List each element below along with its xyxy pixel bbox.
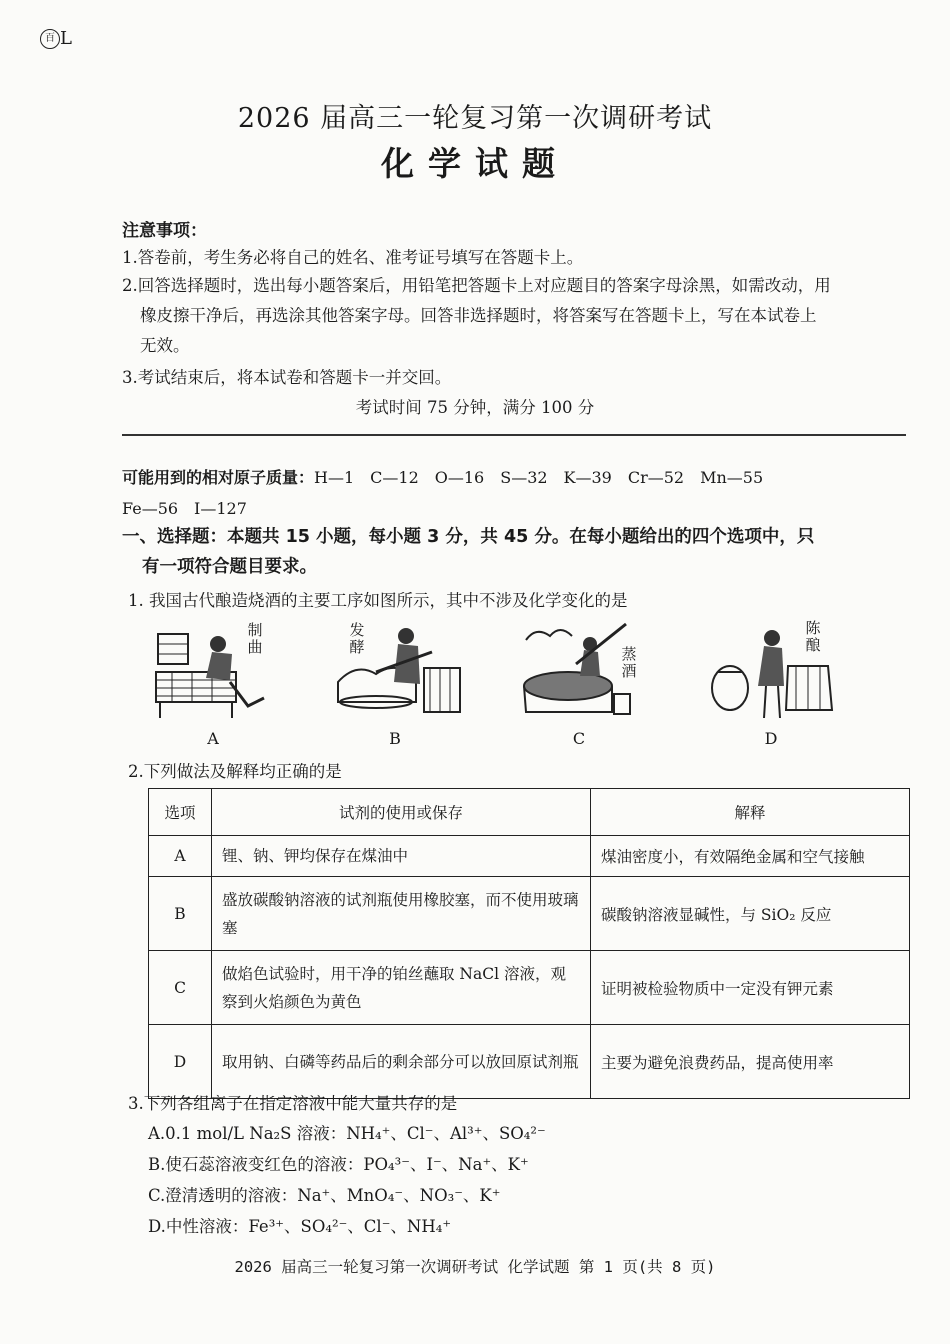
row-use: 做焰色试验时，用干净的铂丝蘸取 NaCl 溶液，观察到火焰颜色为黄色 (212, 951, 591, 1025)
logo-circle: 百 (40, 29, 60, 49)
row-use: 取用钠、白磷等药品后的剩余部分可以放回原试剂瓶 (212, 1025, 591, 1099)
header-use: 试剂的使用或保存 (212, 789, 591, 836)
row-reason: 碳酸钠溶液显碱性，与 SiO₂ 反应 (591, 877, 910, 951)
note-item-3: 3.考试结束后，将本试卷和答题卡一并交回。 (122, 368, 452, 387)
table-row (149, 836, 910, 877)
row-key: D (149, 1025, 212, 1099)
table-row (149, 1025, 910, 1099)
row-key: B (149, 877, 212, 951)
figure-c-letter: C (572, 729, 586, 748)
row-reason: 主要为避免浪费药品，提高使用率 (591, 1025, 910, 1099)
row-use: 锂、钠、钾均保存在煤油中 (212, 836, 591, 877)
row-reason: 煤油密度小，有效隔绝金属和空气接触 (591, 836, 910, 877)
row-use: 盛放碳酸钠溶液的试剂瓶使用橡胶塞，而不使用玻璃塞 (212, 877, 591, 951)
atomic-masses-label: 可能用到的相对原子质量： (122, 468, 315, 487)
table-row (149, 951, 910, 1025)
figure-d-letter: D (764, 729, 778, 748)
table-header-row (149, 789, 910, 836)
exam-time: 考试时间 75 分钟，满分 100 分 (355, 398, 595, 417)
figure-b-caption: 发酵 (349, 621, 365, 656)
section-1-heading (122, 522, 912, 582)
question-3-stem: 3.下列各组离子在指定溶液中能大量共存的是 (128, 1094, 458, 1113)
note-item-2 (122, 271, 912, 361)
figure-a-letter: A (207, 729, 219, 748)
atomic-masses (122, 462, 912, 524)
page-footer: 2026 届高三一轮复习第一次调研考试 化学试题 第 1 页(共 8 页) (234, 1258, 716, 1276)
question-1-stem: 1. 我国古代酿造烧酒的主要工序如图所示，其中不涉及化学变化的是 (128, 591, 628, 610)
atomic-masses-line-1: H—1 C—12 O—16 S—32 K—39 Cr—52 Mn—55 (314, 468, 764, 487)
section-1-line-2: 有一项符合题目要求。 (142, 557, 317, 577)
figure-c-caption: 蒸酒 (621, 645, 637, 680)
question-2-table (148, 788, 910, 1099)
atomic-masses-line-2: Fe—56 I—127 (122, 499, 247, 518)
header-reason: 解释 (591, 789, 910, 836)
section-1-line-1: 一、选择题：本题共 15 小题，每小题 3 分，共 45 分。在每小题给出的四个选项中，只 (122, 527, 815, 547)
row-reason: 证明被检验物质中一定没有钾元素 (591, 951, 910, 1025)
notes-heading: 注意事项： (122, 221, 207, 241)
question-3-option-a: A.0.1 mol/L Na₂S 溶液：NH₄⁺、Cl⁻、Al³⁺、SO₄²⁻ (148, 1124, 546, 1143)
figure-b-letter: B (389, 729, 401, 748)
subject-title: 化学试题 (381, 144, 569, 183)
figure-a-caption: 制曲 (247, 621, 263, 656)
row-key: A (149, 836, 212, 877)
table-row (149, 877, 910, 951)
header-option: 选项 (149, 789, 212, 836)
note-item-1: 1.答卷前，考生务必将自己的姓名、准考证号填写在答题卡上。 (122, 248, 584, 267)
question-3-option-d: D.中性溶液：Fe³⁺、SO₄²⁻、Cl⁻、NH₄⁺ (148, 1217, 452, 1236)
logo-letter: L (60, 28, 72, 49)
note-item-2-line-2: 橡皮擦干净后，再选涂其他答案字母。回答非选择题时，将答案写在答题卡上，写在本试卷上 (140, 306, 817, 325)
exam-title: 2026 届高三一轮复习第一次调研考试 (237, 103, 713, 134)
divider (122, 434, 906, 436)
note-item-2-line-3: 无效。 (140, 336, 190, 355)
question-3-option-b: B.使石蕊溶液变红色的溶液：PO₄³⁻、I⁻、Na⁺、K⁺ (148, 1155, 529, 1174)
note-item-2-line-1: 2.回答选择题时，选出每小题答案后，用铅笔把答题卡上对应题目的答案字母涂黑，如需改动，用 (122, 276, 831, 295)
figure-d-caption: 陈酿 (805, 619, 821, 654)
question-3-option-c: C.澄清透明的溶液：Na⁺、MnO₄⁻、NO₃⁻、K⁺ (148, 1186, 501, 1205)
corner-logo (40, 28, 72, 49)
row-key: C (149, 951, 212, 1025)
question-2-stem: 2.下列做法及解释均正确的是 (128, 762, 342, 781)
